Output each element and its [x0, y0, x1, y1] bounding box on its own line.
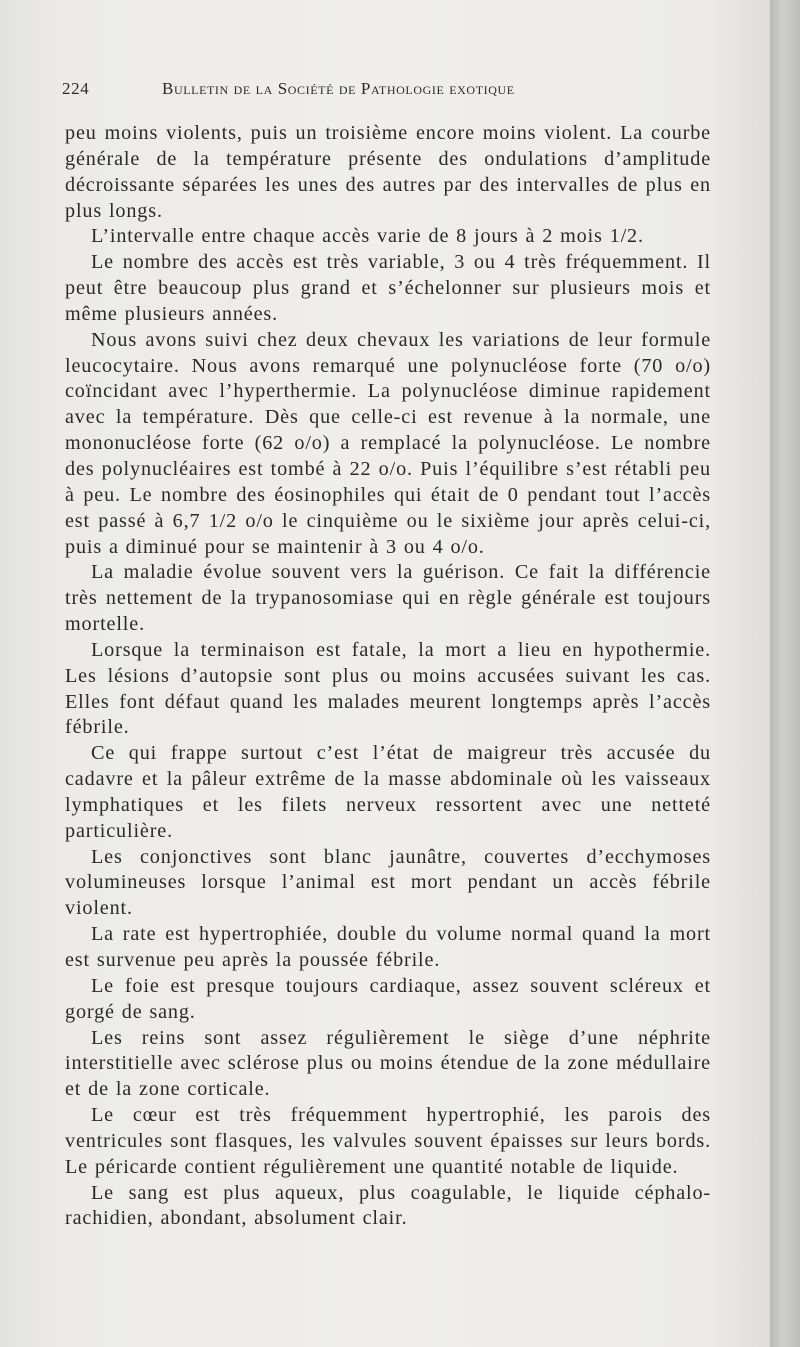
paragraph-foie: Le foie est presque toujours cardiaque, assez souvent scléreux et gorgé de sang. [65, 974, 711, 1023]
paragraph-guerison: La maladie évolue souvent vers la guérison. Ce fait la différencie très nettement de la trypanosomiase qui en règle générale est toujours mortelle. [65, 561, 711, 636]
running-title: Bulletin de la Société de Pathologie exotique [162, 79, 515, 98]
paragraph-rate: La rate est hypertrophiée, double du volume normal quand la mort est survenue peu après la poussée fébrile. [65, 923, 711, 971]
paragraph-maigreur: Ce qui frappe surtout c’est l’état de maigreur très accusée du cadavre et la pâleur extrême de la masse abdominale où les vaisseaux lymphatiques et les filets nerveux ressortent avec une netteté particulière. [65, 742, 711, 842]
paragraph-intervalle: L’intervalle entre chaque accès varie de 8 jours à 2 mois 1/2. [91, 225, 644, 248]
page-edge-shadow [770, 0, 800, 1347]
paragraph-continuation: peu moins violents, puis un troisième encore moins violent. La courbe générale de la température présente des ondulations d’amplitude décroissante séparées les unes des autres par des intervalles de plus en plus longs. [65, 122, 711, 222]
paragraph-terminaison: Lorsque la terminaison est fatale, la mort a lieu en hypothermie. Les lésions d’autopsie sont plus ou moins accusées suivant les cas. Elles font défaut quand les malades meurent longtemps après l’accès fébrile. [65, 638, 711, 739]
paragraph-sang: Le sang est plus aqueux, plus coagulable, le liquide céphalo-rachidien, abondant, absolument clair. [65, 1181, 711, 1230]
page-number: 224 [62, 79, 90, 98]
paragraph-nombre-acces: Le nombre des accès est très variable, 3 ou 4 très fréquemment. Il peut être beaucoup plus grand et s’échelonner sur plusieurs mois et même plusieurs années. [65, 251, 711, 325]
paragraph-conjonctives: Les conjonctives sont blanc jaunâtre, couvertes d’ecchymoses volumineuses lorsque l’animal est mort pendant un accès fébrile violent. [65, 845, 711, 920]
paragraph-reins: Les reins sont assez régulièrement le siège d’une néphrite interstitielle avec sclérose plus ou moins étendue de la zone médullaire et de la zone corticale. [65, 1026, 711, 1101]
paragraph-formule-leucocytaire: Nous avons suivi chez deux chevaux les variations de leur formule leucocytaire. Nous avons remarqué une polynucléose forte (70 o/o) coïncidant avec l’hyperthermie. La polynucléose diminue rapidement avec la température. Dès que celle-ci est revenue à la normale, une mononucléose forte (62 o/o) a remplacé la polynucléose. Le nombre des polynucléaires est tombé à 22 o/o. Puis l’équilibre s’est rétabli peu à peu. Le nombre des éosinophiles qui était de 0 pendant tout l’accès est passé à 6,7 1/2 o/o le cinquième ou le sixième jour après celui-ci, puis a diminué pour se maintenir à 3 ou 4 o/o. [65, 328, 711, 558]
body-text [65, 121, 711, 1232]
running-header [62, 79, 712, 103]
paragraph-coeur: Le cœur est très fréquemment hypertrophié, les parois des ventricules sont flasques, les valvules souvent épaisses sur leurs bords. Le péricarde contient régulièrement une quantité notable de liquide. [65, 1104, 711, 1178]
